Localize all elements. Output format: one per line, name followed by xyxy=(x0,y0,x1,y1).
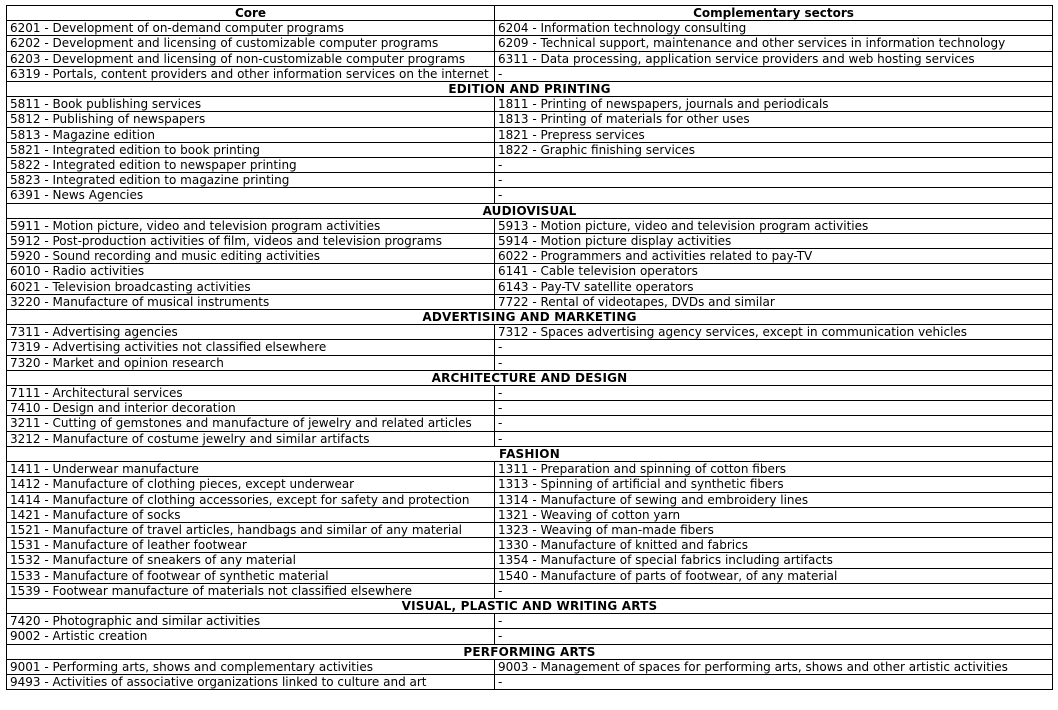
complementary-sector-cell: 6209 - Technical support, maintenance and other services in information technology xyxy=(495,36,1053,51)
section-title: VISUAL, PLASTIC AND WRITING ARTS xyxy=(7,598,1053,613)
complementary-sector-cell: 7722 - Rental of videotapes, DVDs and similar xyxy=(495,294,1053,309)
core-sector-cell: 9493 - Activities of associative organizations linked to culture and art xyxy=(7,674,495,689)
core-sector-cell: 5812 - Publishing of newspapers xyxy=(7,112,495,127)
table-row xyxy=(7,173,1053,188)
complementary-sector-cell: - xyxy=(495,386,1053,401)
table-row xyxy=(7,127,1053,142)
table-row xyxy=(7,294,1053,309)
complementary-sector-cell: - xyxy=(495,340,1053,355)
core-sector-cell: 6202 - Development and licensing of customizable computer programs xyxy=(7,36,495,51)
core-sector-cell: 6319 - Portals, content providers and other information services on the internet xyxy=(7,66,495,81)
complementary-sector-cell: 1330 - Manufacture of knitted and fabrics xyxy=(495,538,1053,553)
table-row xyxy=(7,325,1053,340)
complementary-column-header: Complementary sectors xyxy=(495,6,1053,21)
table-row xyxy=(7,401,1053,416)
creative-sectors-table xyxy=(6,5,1053,690)
table-row xyxy=(7,21,1053,36)
table-row xyxy=(7,477,1053,492)
table-row xyxy=(7,279,1053,294)
section-header-row xyxy=(7,82,1053,97)
core-column-header: Core xyxy=(7,6,495,21)
section-header-row xyxy=(7,446,1053,461)
complementary-sector-cell: 1811 - Printing of newspapers, journals and periodicals xyxy=(495,97,1053,112)
table-row xyxy=(7,431,1053,446)
table-row xyxy=(7,249,1053,264)
table-row xyxy=(7,218,1053,233)
core-sector-cell: 1531 - Manufacture of leather footwear xyxy=(7,538,495,553)
core-sector-cell: 1533 - Manufacture of footwear of synthetic material xyxy=(7,568,495,583)
section-title: EDITION AND PRINTING xyxy=(7,82,1053,97)
table-header xyxy=(7,6,1053,21)
core-sector-cell: 1412 - Manufacture of clothing pieces, except underwear xyxy=(7,477,495,492)
table-row xyxy=(7,264,1053,279)
core-sector-cell: 1539 - Footwear manufacture of materials not classified elsewhere xyxy=(7,583,495,598)
section-title: ADVERTISING AND MARKETING xyxy=(7,310,1053,325)
complementary-sector-cell: - xyxy=(495,583,1053,598)
complementary-sector-cell: - xyxy=(495,355,1053,370)
complementary-sector-cell: 1314 - Manufacture of sewing and embroidery lines xyxy=(495,492,1053,507)
table-row xyxy=(7,507,1053,522)
complementary-sector-cell: - xyxy=(495,629,1053,644)
core-sector-cell: 1414 - Manufacture of clothing accessories, except for safety and protection xyxy=(7,492,495,507)
table-row xyxy=(7,51,1053,66)
section-header-row xyxy=(7,310,1053,325)
table-row xyxy=(7,674,1053,689)
core-sector-cell: 5920 - Sound recording and music editing activities xyxy=(7,249,495,264)
complementary-sector-cell: - xyxy=(495,66,1053,81)
complementary-sector-cell: 1540 - Manufacture of parts of footwear, of any material xyxy=(495,568,1053,583)
table-row xyxy=(7,97,1053,112)
core-sector-cell: 9002 - Artistic creation xyxy=(7,629,495,644)
complementary-sector-cell: 6204 - Information technology consulting xyxy=(495,21,1053,36)
core-sector-cell: 3211 - Cutting of gemstones and manufacture of jewelry and related articles xyxy=(7,416,495,431)
table-row xyxy=(7,355,1053,370)
table-row xyxy=(7,538,1053,553)
core-sector-cell: 6010 - Radio activities xyxy=(7,264,495,279)
complementary-sector-cell: 1822 - Graphic finishing services xyxy=(495,142,1053,157)
complementary-sector-cell: 1321 - Weaving of cotton yarn xyxy=(495,507,1053,522)
section-title: AUDIOVISUAL xyxy=(7,203,1053,218)
table-row xyxy=(7,568,1053,583)
section-title: FASHION xyxy=(7,446,1053,461)
core-sector-cell: 7111 - Architectural services xyxy=(7,386,495,401)
complementary-sector-cell: - xyxy=(495,401,1053,416)
core-sector-cell: 1411 - Underwear manufacture xyxy=(7,462,495,477)
table-row xyxy=(7,158,1053,173)
core-sector-cell: 5811 - Book publishing services xyxy=(7,97,495,112)
complementary-sector-cell: - xyxy=(495,416,1053,431)
core-sector-cell: 5821 - Integrated edition to book printing xyxy=(7,142,495,157)
complementary-sector-cell: 1311 - Preparation and spinning of cotton fibers xyxy=(495,462,1053,477)
core-sector-cell: 7420 - Photographic and similar activities xyxy=(7,614,495,629)
section-title: ARCHITECTURE AND DESIGN xyxy=(7,370,1053,385)
complementary-sector-cell: 1313 - Spinning of artificial and synthetic fibers xyxy=(495,477,1053,492)
complementary-sector-cell: 1813 - Printing of materials for other uses xyxy=(495,112,1053,127)
core-sector-cell: 7410 - Design and interior decoration xyxy=(7,401,495,416)
sector-table-container xyxy=(6,5,1052,690)
table-row xyxy=(7,492,1053,507)
core-sector-cell: 7311 - Advertising agencies xyxy=(7,325,495,340)
header-row xyxy=(7,6,1053,21)
complementary-sector-cell: 6143 - Pay-TV satellite operators xyxy=(495,279,1053,294)
table-row xyxy=(7,553,1053,568)
complementary-sector-cell: - xyxy=(495,431,1053,446)
complementary-sector-cell: - xyxy=(495,173,1053,188)
core-sector-cell: 6391 - News Agencies xyxy=(7,188,495,203)
complementary-sector-cell: 6141 - Cable television operators xyxy=(495,264,1053,279)
table-row xyxy=(7,112,1053,127)
complementary-sector-cell: 1323 - Weaving of man-made fibers xyxy=(495,522,1053,537)
table-row xyxy=(7,386,1053,401)
core-sector-cell: 7319 - Advertising activities not classified elsewhere xyxy=(7,340,495,355)
table-row xyxy=(7,659,1053,674)
complementary-sector-cell: 6311 - Data processing, application service providers and web hosting services xyxy=(495,51,1053,66)
table-row xyxy=(7,188,1053,203)
core-sector-cell: 7320 - Market and opinion research xyxy=(7,355,495,370)
table-row xyxy=(7,629,1053,644)
table-body xyxy=(7,21,1053,690)
core-sector-cell: 6201 - Development of on-demand computer programs xyxy=(7,21,495,36)
complementary-sector-cell: - xyxy=(495,614,1053,629)
complementary-sector-cell: - xyxy=(495,188,1053,203)
core-sector-cell: 5912 - Post-production activities of film, videos and television programs xyxy=(7,234,495,249)
complementary-sector-cell: - xyxy=(495,674,1053,689)
table-row xyxy=(7,462,1053,477)
complementary-sector-cell: 6022 - Programmers and activities related to pay-TV xyxy=(495,249,1053,264)
table-row xyxy=(7,66,1053,81)
table-row xyxy=(7,583,1053,598)
core-sector-cell: 5823 - Integrated edition to magazine printing xyxy=(7,173,495,188)
section-header-row xyxy=(7,203,1053,218)
core-sector-cell: 5911 - Motion picture, video and television program activities xyxy=(7,218,495,233)
complementary-sector-cell: 1821 - Prepress services xyxy=(495,127,1053,142)
table-row xyxy=(7,234,1053,249)
core-sector-cell: 1521 - Manufacture of travel articles, handbags and similar of any material xyxy=(7,522,495,537)
table-row xyxy=(7,522,1053,537)
section-header-row xyxy=(7,370,1053,385)
core-sector-cell: 9001 - Performing arts, shows and complementary activities xyxy=(7,659,495,674)
complementary-sector-cell: 1354 - Manufacture of special fabrics including artifacts xyxy=(495,553,1053,568)
core-sector-cell: 3212 - Manufacture of costume jewelry and similar artifacts xyxy=(7,431,495,446)
table-row xyxy=(7,36,1053,51)
core-sector-cell: 1421 - Manufacture of socks xyxy=(7,507,495,522)
complementary-sector-cell: 7312 - Spaces advertising agency services, except in communication vehicles xyxy=(495,325,1053,340)
core-sector-cell: 5822 - Integrated edition to newspaper printing xyxy=(7,158,495,173)
section-title: PERFORMING ARTS xyxy=(7,644,1053,659)
table-row xyxy=(7,142,1053,157)
complementary-sector-cell: 9003 - Management of spaces for performing arts, shows and other artistic activities xyxy=(495,659,1053,674)
table-row xyxy=(7,340,1053,355)
complementary-sector-cell: 5914 - Motion picture display activities xyxy=(495,234,1053,249)
section-header-row xyxy=(7,644,1053,659)
section-header-row xyxy=(7,598,1053,613)
core-sector-cell: 5813 - Magazine edition xyxy=(7,127,495,142)
complementary-sector-cell: - xyxy=(495,158,1053,173)
table-row xyxy=(7,416,1053,431)
core-sector-cell: 6021 - Television broadcasting activities xyxy=(7,279,495,294)
core-sector-cell: 6203 - Development and licensing of non-customizable computer programs xyxy=(7,51,495,66)
complementary-sector-cell: 5913 - Motion picture, video and television program activities xyxy=(495,218,1053,233)
core-sector-cell: 1532 - Manufacture of sneakers of any material xyxy=(7,553,495,568)
table-row xyxy=(7,614,1053,629)
core-sector-cell: 3220 - Manufacture of musical instruments xyxy=(7,294,495,309)
